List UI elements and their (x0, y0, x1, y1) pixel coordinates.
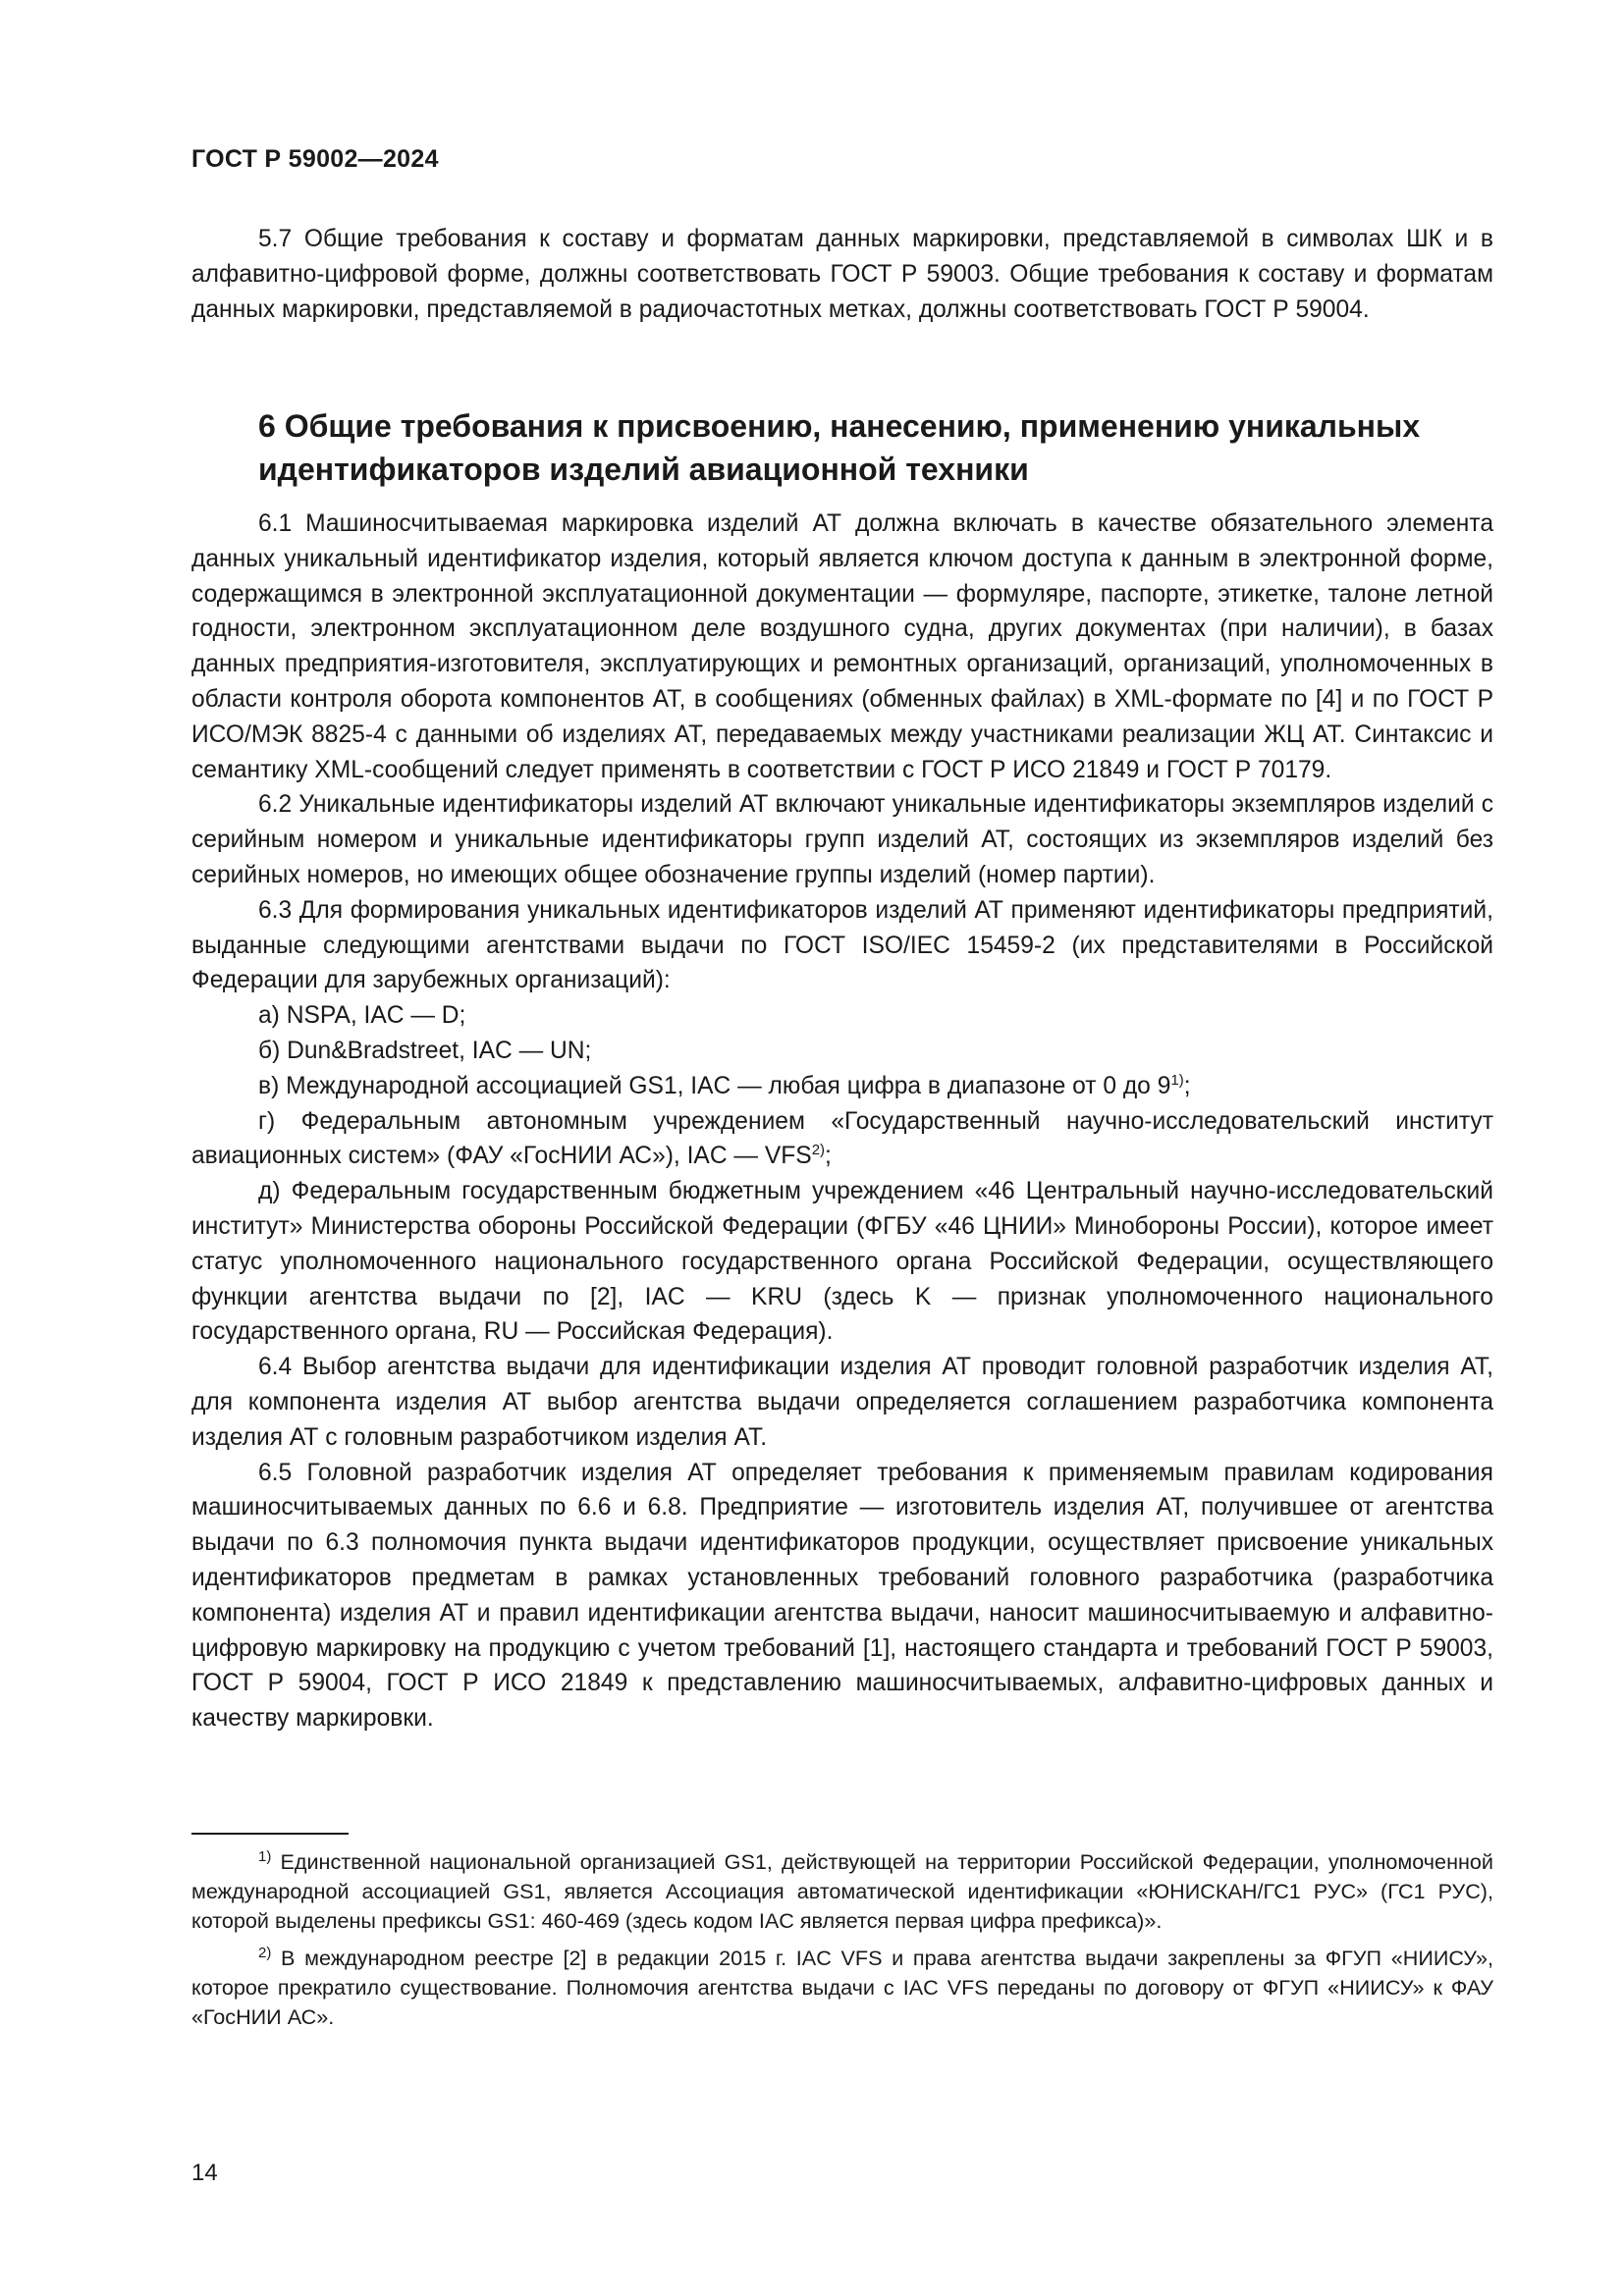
paragraph-6-4: 6.4 Выбор агентства выдачи для идентификации изделия АТ проводит головной разработчик изделия АТ, для компонента изделия АТ выбор агентства выдачи определяется соглашением разработчика компонента изделия АТ с головным разработчиком изделия АТ. (191, 1354, 1493, 1451)
list-item-v-end: ; (1183, 1072, 1191, 1099)
list-item-g-text: г) Федеральным автономным учреждением «Государственный научно-исследовательский институт авиационных систем» (ФАУ «ГосНИИ АС»), IAC — VFS (191, 1107, 1493, 1170)
list-item-a: а) NSPA, IAC — D; (258, 1002, 466, 1030)
list-item-v (191, 1069, 1493, 1104)
list-item-g (191, 1104, 1493, 1175)
page-number: 14 (191, 2160, 218, 2186)
paragraph-6-2: 6.2 Уникальные идентификаторы изделий АТ включают уникальные идентификаторы экземпляров изделий с серийным номером и уникальные идентификаторы групп изделий АТ, состоящих из экземпляров изделий без серийных номеров, но имеющих общее обозначение группы изделий (номер партии). (191, 791, 1493, 888)
list-item-b: б) Dun&Bradstreet, IAC — UN; (258, 1037, 592, 1064)
section-heading-line-1: 6 Общие требования к присвоению, нанесению, применению уникальных (258, 408, 1421, 444)
footnote-1 (191, 1847, 1493, 1936)
clause-5-7 (191, 222, 1493, 327)
section-heading-line-2: идентификаторов изделий авиационной техники (258, 452, 1029, 487)
footnote-ref-1: 1) (1170, 1071, 1184, 1089)
section-6-heading (191, 404, 1493, 491)
footnote-divider (191, 1833, 349, 1835)
list-item-g-end: ; (825, 1143, 832, 1170)
paragraph-6-5: 6.5 Головной разработчик изделия АТ определяет требования к применяемым правилам кодирования машиносчитываемых данных по 6.6 и 6.8. Предприятие — изготовитель изделия АТ, получившее от агентства выдачи по 6.3 полномочия пункта выдачи идентификаторов продукции, осуществляет присвоение уникальных идентификаторов предметам в рамках установленных требований головного разработчика (разработчика компонента) изделия АТ и правил идентификации агентства выдачи, наносит машиносчитываемую и алфавитно-цифровую маркировку на продукцию с учетом требований [1], настоящего стандарта и требований ГОСТ Р 59003, ГОСТ Р 59004, ГОСТ Р ИСО 21849 к представлению машиносчитываемых, алфавитно-цифровых данных и качеству маркировки. (191, 1459, 1493, 1733)
paragraph-6-3: 6.3 Для формирования уникальных идентификаторов изделий АТ применяют идентификаторы предприятий, выданные следующими агентствами выдачи по ГОСТ ISO/IEC 15459-2 (их представителями в Российской Федерации для зарубежных организаций): (191, 896, 1493, 994)
section-6-body (191, 507, 1493, 1736)
footnote-2-mark: 2) (258, 1944, 272, 1961)
document-header: ГОСТ Р 59002—2024 (191, 145, 439, 173)
paragraph-5-7: 5.7 Общие требования к составу и форматам данных маркировки, представляемой в символах ШК и в алфавитно-цифровой форме, должны соответствовать ГОСТ Р 59003. Общие требования к составу и форматам данных маркировки, представляемой в радиочастотных метках, должны соответствовать ГОСТ Р 59004. (191, 226, 1493, 323)
footnote-2 (191, 1944, 1493, 2032)
footnote-ref-2: 2) (811, 1142, 826, 1159)
footnote-2-text: В международном реестре [2] в редакции 2015 г. IAC VFS и права агентства выдачи закреплены за ФГУП «НИИСУ», которое прекратило существование. Полномочия агентства выдачи с IAC VFS переданы по договору от ФГУП «НИИСУ» к ФАУ «ГосНИИ АС». (191, 1946, 1493, 2029)
paragraph-6-1: 6.1 Машиносчитываемая маркировка изделий АТ должна включать в качестве обязательного элемента данных уникальный идентификатор изделия, который является ключом доступа к данным в электронной форме, содержащимся в электронной эксплуатационной документации — формуляре, паспорте, этикетке, талоне летной годности, электронном эксплуатационном деле воздушного судна, других документах (при наличии), в базах данных предприятия-изготовителя, эксплуатирующих и ремонтных организаций, организаций, уполномоченных в области контроля оборота компонентов АТ, в сообщениях (обменных файлах) в XML-формате по [4] и по ГОСТ Р ИСО/МЭК 8825-4 с данными об изделиях АТ, передаваемых между участниками реализации ЖЦ АТ. Синтаксис и семантику XML-сообщений следует применять в соответствии с ГОСТ Р ИСО 21849 и ГОСТ Р 70179. (191, 510, 1493, 783)
footnote-1-mark: 1) (258, 1847, 272, 1865)
footnotes (191, 1847, 1493, 2032)
list-item-v-text: в) Международной ассоциацией GS1, IAC — любая цифра в диапазоне от 0 до 9 (258, 1072, 1171, 1099)
list-item-d: д) Федеральным государственным бюджетным учреждением «46 Центральный научно-исследовательский институт» Министерства обороны Российской Федерации (ФГБУ «46 ЦНИИ» Минобороны России), которое имеет статус уполномоченного национального государственного органа Российской Федерации, осуществляющего функции агентства выдачи по [2], IAC — KRU (здесь K — признак уполномоченного национального государственного органа, RU — Российская Федерация). (191, 1178, 1493, 1346)
footnote-1-text: Единственной национальной организацией GS1, действующей на территории Российской Федерации, уполномоченной международной ассоциацией GS1, является Ассоциация автоматической идентификации «ЮНИСКАН/ГС1 РУС» (ГС1 РУС), которой выделены префиксы GS1: 460-469 (здесь кодом IAC является первая цифра префикса)». (191, 1849, 1493, 1933)
